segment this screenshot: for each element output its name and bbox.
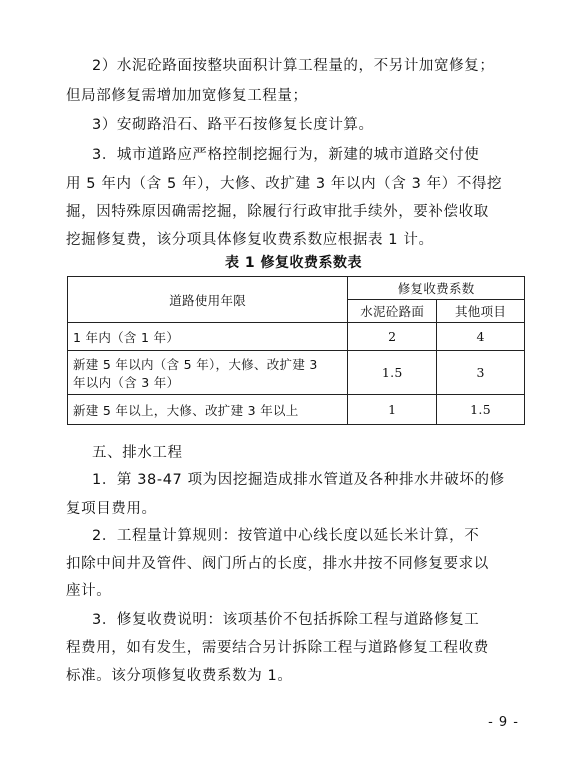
table-header-row xyxy=(68,277,525,300)
row-value-cement: 2 xyxy=(348,323,437,351)
row-label: 新建 5 年以上，大修、改扩建 3 年以上 xyxy=(68,395,348,425)
row-label-line: 年以内（含 3 年） xyxy=(73,374,180,390)
row-value-other: 3 xyxy=(437,351,525,395)
text-line: 2．工程量计算规则：按管道中心线长度以延长米计算，不 xyxy=(92,528,480,544)
text-line: 1．第 38-47 项为因挖掘造成排水管道及各种排水井破坏的修 xyxy=(92,472,505,488)
table-caption: 表 1 修复收费系数表 xyxy=(225,255,362,271)
header-cement-road: 水泥砼路面 xyxy=(348,300,437,323)
text-line: 程费用，如有发生，需要结合另计拆除工程与道路修复工程收费 xyxy=(66,640,489,656)
text-line: 扣除中间井及管件、阀门所占的长度，排水井按不同修复要求以 xyxy=(66,556,489,572)
header-other-items: 其他项目 xyxy=(437,300,525,323)
text-line: 3）安砌路沿石、路平石按修复长度计算。 xyxy=(92,117,374,133)
text-line: 但局部修复需增加加宽修复工程量； xyxy=(66,88,308,104)
text-line: 复项目费用。 xyxy=(66,501,157,517)
row-value-other: 1.5 xyxy=(437,395,525,425)
page-number: - 9 - xyxy=(488,715,519,730)
row-label xyxy=(68,351,348,395)
text-line: 3．修复收费说明：该项基价不包括拆除工程与道路修复工 xyxy=(92,612,480,628)
row-label: 1 年内（含 1 年） xyxy=(68,323,348,351)
text-line: 座计。 xyxy=(66,583,112,599)
table-row xyxy=(68,395,525,425)
text-line: 3．城市道路应严格控制挖掘行为，新建的城市道路交付使 xyxy=(92,147,480,163)
row-value-cement: 1 xyxy=(348,395,437,425)
text-line: 2）水泥砼路面按整块面积计算工程量的，不另计加宽修复； xyxy=(92,58,495,74)
text-line: 掘，因特殊原因确需挖掘，除履行行政审批手续外，要补偿收取 xyxy=(66,204,489,220)
row-label-line: 新建 5 年以内（含 5 年），大修、改扩建 3 xyxy=(73,356,318,372)
table-row xyxy=(68,351,525,395)
header-fee-coefficient: 修复收费系数 xyxy=(348,277,525,300)
section-title: 五、排水工程 xyxy=(92,445,183,461)
row-value-other: 4 xyxy=(437,323,525,351)
text-line: 标准。该分项修复收费系数为 1。 xyxy=(66,668,293,684)
table-row xyxy=(68,323,525,351)
text-line: 用 5 年内（含 5 年），大修、改扩建 3 年以内（含 3 年）不得挖 xyxy=(66,176,503,192)
text-line: 挖掘修复费，该分项具体修复收费系数应根据表 1 计。 xyxy=(66,232,434,248)
row-value-cement: 1.5 xyxy=(348,351,437,395)
header-usage-years: 道路使用年限 xyxy=(68,277,348,323)
fee-coefficient-table xyxy=(67,276,525,425)
